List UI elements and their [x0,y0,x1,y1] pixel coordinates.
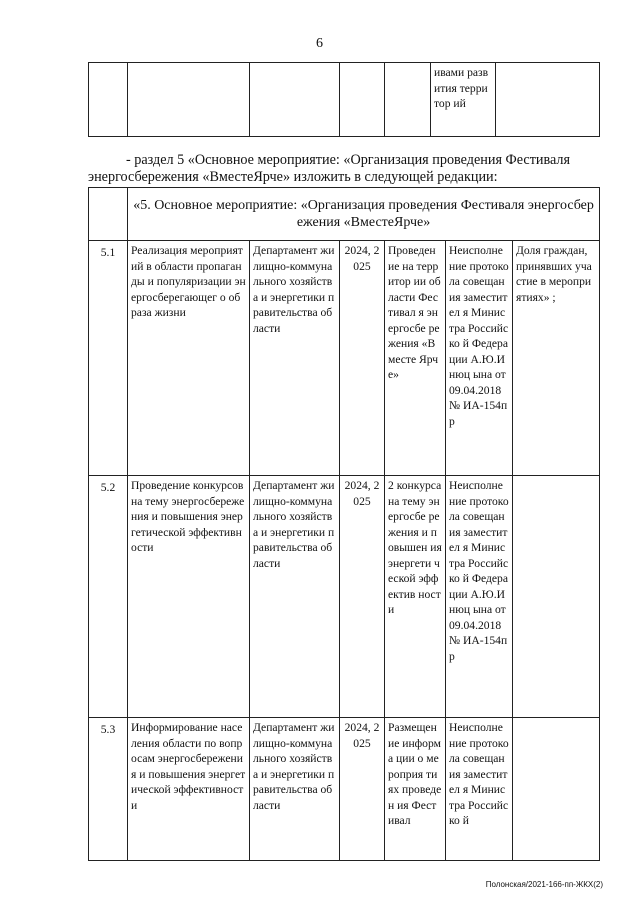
section-heading: «5. Основное мероприятие: «Организация проведения Фестиваля энергосбережения «ВместеЯрче» [128,188,600,241]
expected-result: 2 конкурса на тему энергосбе режения и повышен ия энергети ческой эффектив ности [385,476,446,718]
row-number: 5.2 [89,476,128,718]
document-footer-code: Полонская/2021-166-пп-ЖКХ(2) [485,880,603,889]
section-5-table [88,187,600,861]
table-cell [250,63,340,137]
expected-result: Проведен ие на территор ии области Фестивал я энергосбе режения «Вместе Ярче» [385,241,446,476]
table-row [89,241,600,476]
indicator [513,718,600,861]
row-number: 5.3 [89,718,128,861]
row-number: 5.1 [89,241,128,476]
indicator: Доля граждан, принявших участие в мероприятиях» ; [513,241,600,476]
executor: Департамент жилищно-коммунального хозяйства и энергетики правительства области [250,241,340,476]
table-cell [89,63,128,137]
table-cell [340,63,385,137]
executor: Департамент жилищно-коммунального хозяйства и энергетики правительства области [250,718,340,861]
activity-name: Проведение конкурсов на тему энергосбережения и повышения энергетической эффективности [128,476,250,718]
page-number: 6 [316,36,323,51]
intro-line: энергосбережения «ВместеЯрче» изложить в следующей редакции: [88,169,498,185]
years: 2024, 2025 [340,718,385,861]
expected-result: Размещен ие информа ции о мероприя тиях проведен ия Фестивал [385,718,446,861]
activity-name: Реализация мероприятий в области пропаганды и популяризации энергосберегающег о образа жизни [128,241,250,476]
consequence: Неисполне ние протокола совещания заместител я Министра Российско й Федерации А.Ю.Инюц ына от 09.04.2018 № ИА-154пр [446,241,513,476]
table-cell [385,63,431,137]
intro-line: - раздел 5 «Основное мероприятие: «Организация проведения Фестиваля [126,152,571,168]
table-cell [89,188,128,241]
consequence: Неисполне ние протокола совещания заместител я Министра Российско й [446,718,513,861]
consequence: Неисполне ние протокола совещания заместител я Министра Российско й Федерации А.Ю.Инюц ына от 09.04.2018 № ИА-154пр [446,476,513,718]
continued-table-fragment [88,62,600,137]
table-cell: ивами развития территор ий [431,63,496,137]
table-row [89,718,600,861]
indicator [513,476,600,718]
executor: Департамент жилищно-коммунального хозяйства и энергетики правительства области [250,476,340,718]
table-row [89,476,600,718]
activity-name: Информирование населения области по вопросам энергосбережения и повышения энергетической эффективности [128,718,250,861]
amendment-intro [88,152,608,186]
table-cell [496,63,600,137]
table-cell [128,63,250,137]
years: 2024, 2025 [340,476,385,718]
years: 2024, 2025 [340,241,385,476]
